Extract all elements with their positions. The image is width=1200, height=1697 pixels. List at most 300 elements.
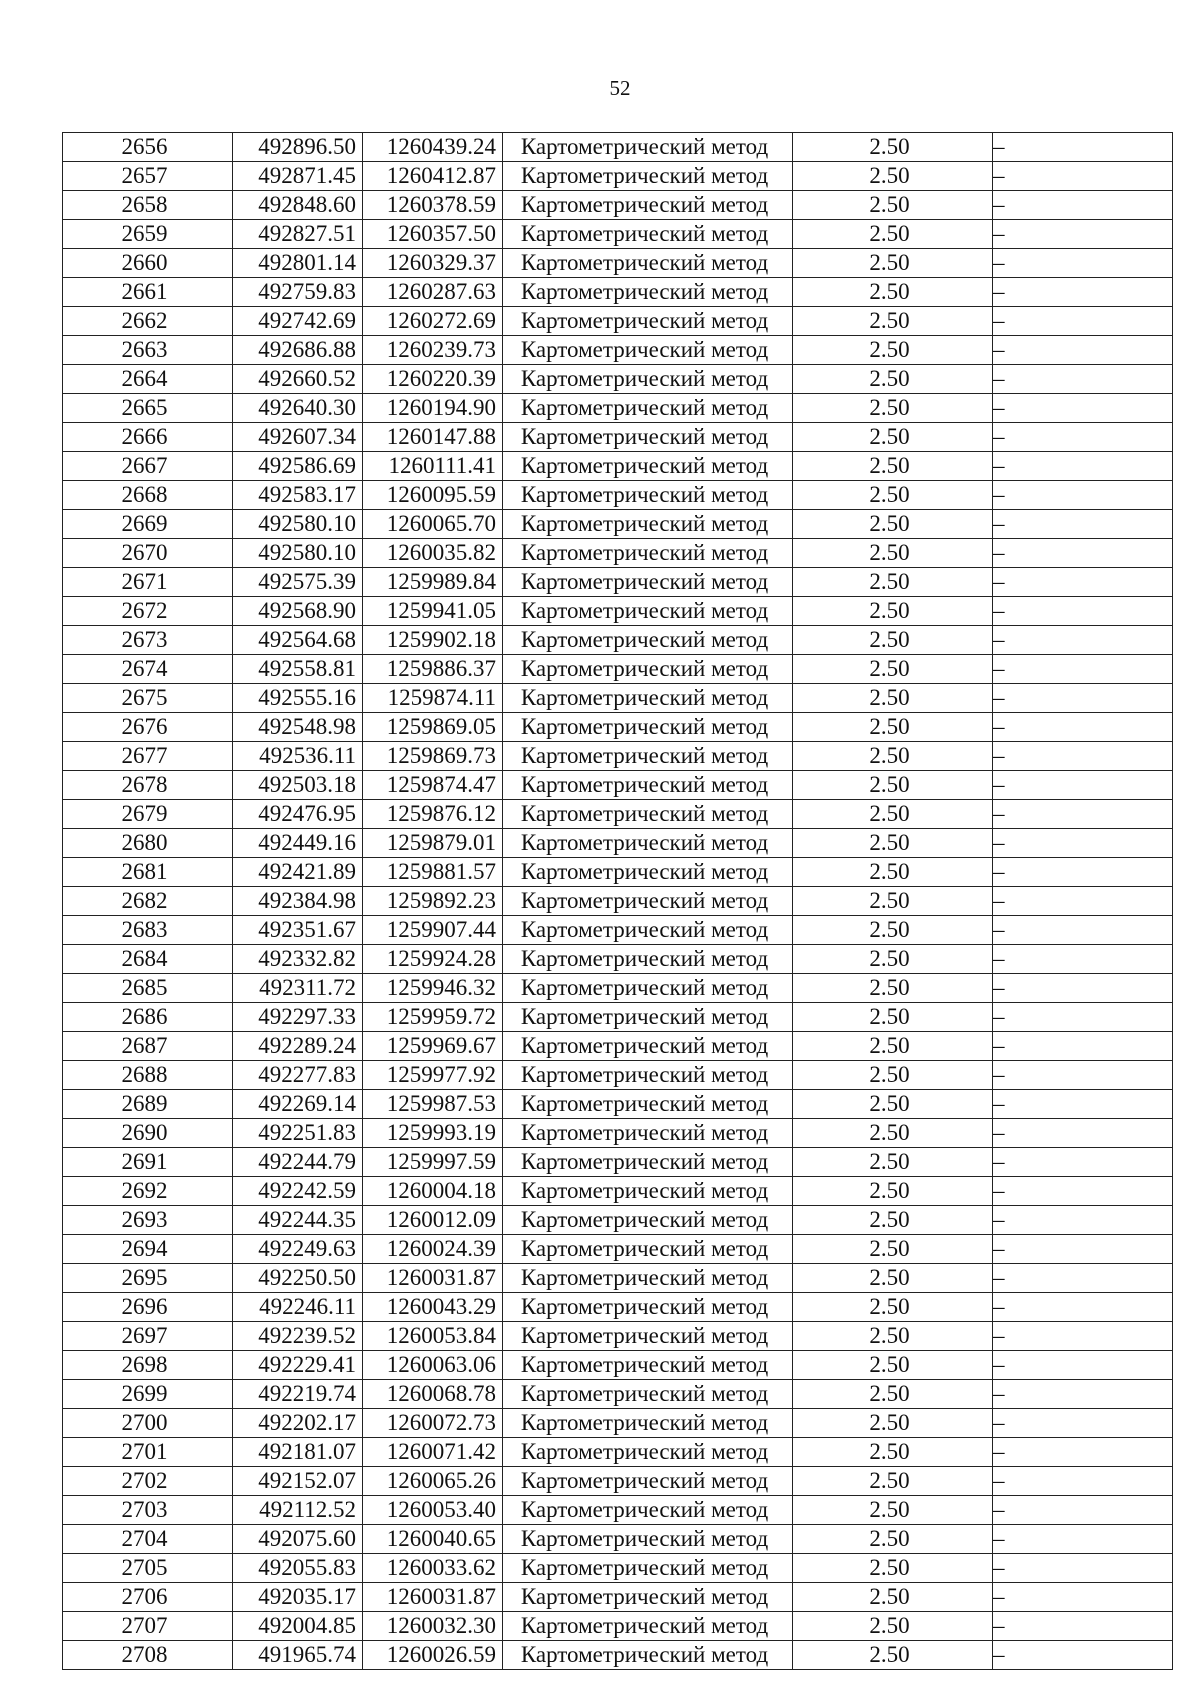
method-cell: Картометрический метод — [503, 829, 793, 858]
method-cell: Картометрический метод — [503, 1293, 793, 1322]
method-cell: Картометрический метод — [503, 452, 793, 481]
x-coordinate-cell: 492801.14 — [233, 249, 363, 278]
x-coordinate-cell: 492827.51 — [233, 220, 363, 249]
x-coordinate-cell: 492152.07 — [233, 1467, 363, 1496]
point-number-cell: 2664 — [63, 365, 233, 394]
note-cell: – — [993, 1235, 1173, 1264]
method-cell: Картометрический метод — [503, 858, 793, 887]
method-cell: Картометрический метод — [503, 1177, 793, 1206]
point-number-cell: 2678 — [63, 771, 233, 800]
point-number-cell: 2659 — [63, 220, 233, 249]
point-number-cell: 2704 — [63, 1525, 233, 1554]
precision-cell: 2.50 — [793, 1525, 993, 1554]
method-cell: Картометрический метод — [503, 1119, 793, 1148]
note-cell: – — [993, 1061, 1173, 1090]
note-cell: – — [993, 1090, 1173, 1119]
y-coordinate-cell: 1259876.12 — [363, 800, 503, 829]
page-number: 52 — [609, 76, 631, 100]
table-row — [63, 1293, 1173, 1322]
table-row — [63, 684, 1173, 713]
precision-cell: 2.50 — [793, 365, 993, 394]
table-row — [63, 887, 1173, 916]
y-coordinate-cell: 1260220.39 — [363, 365, 503, 394]
point-number-cell: 2686 — [63, 1003, 233, 1032]
precision-cell: 2.50 — [793, 771, 993, 800]
y-coordinate-cell: 1260004.18 — [363, 1177, 503, 1206]
y-coordinate-cell: 1259987.53 — [363, 1090, 503, 1119]
y-coordinate-cell: 1259907.44 — [363, 916, 503, 945]
method-cell: Картометрический метод — [503, 945, 793, 974]
y-coordinate-cell: 1259874.11 — [363, 684, 503, 713]
method-cell: Картометрический метод — [503, 336, 793, 365]
point-number-cell: 2660 — [63, 249, 233, 278]
table-row — [63, 1061, 1173, 1090]
note-cell: – — [993, 945, 1173, 974]
point-number-cell: 2693 — [63, 1206, 233, 1235]
table-row — [63, 365, 1173, 394]
method-cell: Картометрический метод — [503, 1090, 793, 1119]
method-cell: Картометрический метод — [503, 1003, 793, 1032]
table-row — [63, 800, 1173, 829]
precision-cell: 2.50 — [793, 1351, 993, 1380]
note-cell: – — [993, 1612, 1173, 1641]
point-number-cell: 2670 — [63, 539, 233, 568]
note-cell: – — [993, 1032, 1173, 1061]
precision-cell: 2.50 — [793, 626, 993, 655]
point-number-cell: 2671 — [63, 568, 233, 597]
table-row — [63, 1496, 1173, 1525]
precision-cell: 2.50 — [793, 1322, 993, 1351]
precision-cell: 2.50 — [793, 1061, 993, 1090]
precision-cell: 2.50 — [793, 1032, 993, 1061]
y-coordinate-cell: 1259924.28 — [363, 945, 503, 974]
table-row — [63, 916, 1173, 945]
method-cell: Картометрический метод — [503, 1235, 793, 1264]
note-cell: – — [993, 307, 1173, 336]
precision-cell: 2.50 — [793, 249, 993, 278]
point-number-cell: 2683 — [63, 916, 233, 945]
x-coordinate-cell: 492660.52 — [233, 365, 363, 394]
precision-cell: 2.50 — [793, 1583, 993, 1612]
method-cell: Картометрический метод — [503, 365, 793, 394]
point-number-cell: 2656 — [63, 133, 233, 162]
x-coordinate-cell: 492555.16 — [233, 684, 363, 713]
point-number-cell: 2676 — [63, 713, 233, 742]
y-coordinate-cell: 1260065.70 — [363, 510, 503, 539]
precision-cell: 2.50 — [793, 713, 993, 742]
precision-cell: 2.50 — [793, 1090, 993, 1119]
method-cell: Картометрический метод — [503, 1612, 793, 1641]
y-coordinate-cell: 1260053.40 — [363, 1496, 503, 1525]
method-cell: Картометрический метод — [503, 1409, 793, 1438]
precision-cell: 2.50 — [793, 394, 993, 423]
method-cell: Картометрический метод — [503, 974, 793, 1003]
table-row — [63, 539, 1173, 568]
table-row — [63, 307, 1173, 336]
precision-cell: 2.50 — [793, 597, 993, 626]
method-cell: Картометрический метод — [503, 394, 793, 423]
precision-cell: 2.50 — [793, 945, 993, 974]
table-row — [63, 249, 1173, 278]
method-cell: Картометрический метод — [503, 1206, 793, 1235]
note-cell: – — [993, 858, 1173, 887]
table-row — [63, 568, 1173, 597]
note-cell: – — [993, 336, 1173, 365]
y-coordinate-cell: 1260072.73 — [363, 1409, 503, 1438]
method-cell: Картометрический метод — [503, 1525, 793, 1554]
note-cell: – — [993, 1525, 1173, 1554]
point-number-cell: 2699 — [63, 1380, 233, 1409]
y-coordinate-cell: 1259959.72 — [363, 1003, 503, 1032]
note-cell: – — [993, 597, 1173, 626]
table-row — [63, 1206, 1173, 1235]
table-row — [63, 1235, 1173, 1264]
table-row — [63, 1583, 1173, 1612]
point-number-cell: 2673 — [63, 626, 233, 655]
y-coordinate-cell: 1259969.67 — [363, 1032, 503, 1061]
note-cell: – — [993, 684, 1173, 713]
method-cell: Картометрический метод — [503, 916, 793, 945]
precision-cell: 2.50 — [793, 1438, 993, 1467]
point-number-cell: 2680 — [63, 829, 233, 858]
precision-cell: 2.50 — [793, 858, 993, 887]
precision-cell: 2.50 — [793, 1264, 993, 1293]
table-row — [63, 1322, 1173, 1351]
note-cell: – — [993, 365, 1173, 394]
x-coordinate-cell: 492229.41 — [233, 1351, 363, 1380]
method-cell: Картометрический метод — [503, 1496, 793, 1525]
note-cell: – — [993, 133, 1173, 162]
x-coordinate-cell: 492848.60 — [233, 191, 363, 220]
x-coordinate-cell: 492558.81 — [233, 655, 363, 684]
table-row — [63, 1177, 1173, 1206]
x-coordinate-cell: 492311.72 — [233, 974, 363, 1003]
point-number-cell: 2672 — [63, 597, 233, 626]
method-cell: Картометрический метод — [503, 684, 793, 713]
x-coordinate-cell: 492239.52 — [233, 1322, 363, 1351]
x-coordinate-cell: 492289.24 — [233, 1032, 363, 1061]
table-row — [63, 945, 1173, 974]
y-coordinate-cell: 1259892.23 — [363, 887, 503, 916]
table-row — [63, 1641, 1173, 1670]
note-cell: – — [993, 887, 1173, 916]
y-coordinate-cell: 1259879.01 — [363, 829, 503, 858]
y-coordinate-cell: 1259989.84 — [363, 568, 503, 597]
y-coordinate-cell: 1260095.59 — [363, 481, 503, 510]
y-coordinate-cell: 1260024.39 — [363, 1235, 503, 1264]
x-coordinate-cell: 492246.11 — [233, 1293, 363, 1322]
precision-cell: 2.50 — [793, 1554, 993, 1583]
note-cell: – — [993, 800, 1173, 829]
precision-cell: 2.50 — [793, 278, 993, 307]
precision-cell: 2.50 — [793, 539, 993, 568]
precision-cell: 2.50 — [793, 1235, 993, 1264]
y-coordinate-cell: 1260032.30 — [363, 1612, 503, 1641]
x-coordinate-cell: 492449.16 — [233, 829, 363, 858]
table-row — [63, 162, 1173, 191]
x-coordinate-cell: 492575.39 — [233, 568, 363, 597]
point-number-cell: 2675 — [63, 684, 233, 713]
precision-cell: 2.50 — [793, 423, 993, 452]
note-cell: – — [993, 481, 1173, 510]
x-coordinate-cell: 492269.14 — [233, 1090, 363, 1119]
precision-cell: 2.50 — [793, 481, 993, 510]
precision-cell: 2.50 — [793, 1119, 993, 1148]
precision-cell: 2.50 — [793, 1641, 993, 1670]
precision-cell: 2.50 — [793, 916, 993, 945]
method-cell: Картометрический метод — [503, 220, 793, 249]
method-cell: Картометрический метод — [503, 133, 793, 162]
point-number-cell: 2694 — [63, 1235, 233, 1264]
note-cell: – — [993, 974, 1173, 1003]
point-number-cell: 2669 — [63, 510, 233, 539]
y-coordinate-cell: 1260068.78 — [363, 1380, 503, 1409]
y-coordinate-cell: 1259977.92 — [363, 1061, 503, 1090]
x-coordinate-cell: 492580.10 — [233, 539, 363, 568]
precision-cell: 2.50 — [793, 1380, 993, 1409]
precision-cell: 2.50 — [793, 742, 993, 771]
point-number-cell: 2667 — [63, 452, 233, 481]
x-coordinate-cell: 492351.67 — [233, 916, 363, 945]
point-number-cell: 2708 — [63, 1641, 233, 1670]
x-coordinate-cell: 492742.69 — [233, 307, 363, 336]
y-coordinate-cell: 1259874.47 — [363, 771, 503, 800]
precision-cell: 2.50 — [793, 1206, 993, 1235]
point-number-cell: 2666 — [63, 423, 233, 452]
table-row — [63, 394, 1173, 423]
method-cell: Картометрический метод — [503, 423, 793, 452]
note-cell: – — [993, 394, 1173, 423]
point-number-cell: 2674 — [63, 655, 233, 684]
method-cell: Картометрический метод — [503, 1554, 793, 1583]
y-coordinate-cell: 1260378.59 — [363, 191, 503, 220]
y-coordinate-cell: 1259869.05 — [363, 713, 503, 742]
method-cell: Картометрический метод — [503, 539, 793, 568]
y-coordinate-cell: 1259997.59 — [363, 1148, 503, 1177]
x-coordinate-cell: 492548.98 — [233, 713, 363, 742]
table-row — [63, 1351, 1173, 1380]
method-cell: Картометрический метод — [503, 307, 793, 336]
y-coordinate-cell: 1260071.42 — [363, 1438, 503, 1467]
x-coordinate-cell: 492244.79 — [233, 1148, 363, 1177]
note-cell: – — [993, 1467, 1173, 1496]
table-row — [63, 423, 1173, 452]
x-coordinate-cell: 492607.34 — [233, 423, 363, 452]
x-coordinate-cell: 492640.30 — [233, 394, 363, 423]
note-cell: – — [993, 1003, 1173, 1032]
precision-cell: 2.50 — [793, 1003, 993, 1032]
precision-cell: 2.50 — [793, 1612, 993, 1641]
method-cell: Картометрический метод — [503, 1032, 793, 1061]
table-row — [63, 829, 1173, 858]
x-coordinate-cell: 492277.83 — [233, 1061, 363, 1090]
x-coordinate-cell: 492242.59 — [233, 1177, 363, 1206]
x-coordinate-cell: 492202.17 — [233, 1409, 363, 1438]
table-row — [63, 713, 1173, 742]
note-cell: – — [993, 220, 1173, 249]
method-cell: Картометрический метод — [503, 1264, 793, 1293]
x-coordinate-cell: 492586.69 — [233, 452, 363, 481]
note-cell: – — [993, 916, 1173, 945]
note-cell: – — [993, 162, 1173, 191]
method-cell: Картометрический метод — [503, 742, 793, 771]
note-cell: – — [993, 626, 1173, 655]
table-row — [63, 742, 1173, 771]
x-coordinate-cell: 492580.10 — [233, 510, 363, 539]
note-cell: – — [993, 1264, 1173, 1293]
method-cell: Картометрический метод — [503, 481, 793, 510]
method-cell: Картометрический метод — [503, 597, 793, 626]
note-cell: – — [993, 1322, 1173, 1351]
method-cell: Картометрический метод — [503, 191, 793, 220]
table-row — [63, 278, 1173, 307]
point-number-cell: 2707 — [63, 1612, 233, 1641]
x-coordinate-cell: 492297.33 — [233, 1003, 363, 1032]
point-number-cell: 2677 — [63, 742, 233, 771]
point-number-cell: 2691 — [63, 1148, 233, 1177]
point-number-cell: 2688 — [63, 1061, 233, 1090]
precision-cell: 2.50 — [793, 307, 993, 336]
note-cell: – — [993, 510, 1173, 539]
point-number-cell: 2679 — [63, 800, 233, 829]
point-number-cell: 2690 — [63, 1119, 233, 1148]
method-cell: Картометрический метод — [503, 655, 793, 684]
note-cell: – — [993, 742, 1173, 771]
y-coordinate-cell: 1260065.26 — [363, 1467, 503, 1496]
table-row — [63, 1467, 1173, 1496]
method-cell: Картометрический метод — [503, 1583, 793, 1612]
precision-cell: 2.50 — [793, 1467, 993, 1496]
table-row — [63, 1003, 1173, 1032]
note-cell: – — [993, 1438, 1173, 1467]
point-number-cell: 2697 — [63, 1322, 233, 1351]
precision-cell: 2.50 — [793, 829, 993, 858]
note-cell: – — [993, 1119, 1173, 1148]
point-number-cell: 2687 — [63, 1032, 233, 1061]
y-coordinate-cell: 1259869.73 — [363, 742, 503, 771]
note-cell: – — [993, 1177, 1173, 1206]
method-cell: Картометрический метод — [503, 249, 793, 278]
x-coordinate-cell: 491965.74 — [233, 1641, 363, 1670]
point-number-cell: 2696 — [63, 1293, 233, 1322]
method-cell: Картометрический метод — [503, 1467, 793, 1496]
note-cell: – — [993, 568, 1173, 597]
table-row — [63, 133, 1173, 162]
table-row — [63, 655, 1173, 684]
x-coordinate-cell: 492503.18 — [233, 771, 363, 800]
x-coordinate-cell: 492250.50 — [233, 1264, 363, 1293]
y-coordinate-cell: 1260063.06 — [363, 1351, 503, 1380]
point-number-cell: 2665 — [63, 394, 233, 423]
point-number-cell: 2702 — [63, 1467, 233, 1496]
note-cell: – — [993, 655, 1173, 684]
y-coordinate-cell: 1260272.69 — [363, 307, 503, 336]
y-coordinate-cell: 1260043.29 — [363, 1293, 503, 1322]
method-cell: Картометрический метод — [503, 1322, 793, 1351]
y-coordinate-cell: 1260147.88 — [363, 423, 503, 452]
x-coordinate-cell: 492112.52 — [233, 1496, 363, 1525]
x-coordinate-cell: 492219.74 — [233, 1380, 363, 1409]
note-cell: – — [993, 1293, 1173, 1322]
table-row — [63, 1438, 1173, 1467]
point-number-cell: 2658 — [63, 191, 233, 220]
method-cell: Картометрический метод — [503, 1380, 793, 1409]
table-row — [63, 626, 1173, 655]
note-cell: – — [993, 1409, 1173, 1438]
precision-cell: 2.50 — [793, 684, 993, 713]
point-number-cell: 2706 — [63, 1583, 233, 1612]
table-row — [63, 1090, 1173, 1119]
table-row — [63, 1119, 1173, 1148]
table-row — [63, 597, 1173, 626]
table-row — [63, 1264, 1173, 1293]
precision-cell: 2.50 — [793, 1409, 993, 1438]
point-number-cell: 2698 — [63, 1351, 233, 1380]
note-cell: – — [993, 713, 1173, 742]
point-number-cell: 2682 — [63, 887, 233, 916]
x-coordinate-cell: 492249.63 — [233, 1235, 363, 1264]
point-number-cell: 2705 — [63, 1554, 233, 1583]
note-cell: – — [993, 1641, 1173, 1670]
table-row — [63, 858, 1173, 887]
precision-cell: 2.50 — [793, 220, 993, 249]
precision-cell: 2.50 — [793, 133, 993, 162]
precision-cell: 2.50 — [793, 887, 993, 916]
note-cell: – — [993, 1554, 1173, 1583]
y-coordinate-cell: 1260026.59 — [363, 1641, 503, 1670]
x-coordinate-cell: 492421.89 — [233, 858, 363, 887]
table-row — [63, 220, 1173, 249]
x-coordinate-cell: 492004.85 — [233, 1612, 363, 1641]
point-number-cell: 2692 — [63, 1177, 233, 1206]
method-cell: Картометрический метод — [503, 626, 793, 655]
y-coordinate-cell: 1259881.57 — [363, 858, 503, 887]
y-coordinate-cell: 1259946.32 — [363, 974, 503, 1003]
note-cell: – — [993, 278, 1173, 307]
x-coordinate-cell: 492251.83 — [233, 1119, 363, 1148]
note-cell: – — [993, 1148, 1173, 1177]
x-coordinate-cell: 492384.98 — [233, 887, 363, 916]
method-cell: Картометрический метод — [503, 713, 793, 742]
precision-cell: 2.50 — [793, 1293, 993, 1322]
precision-cell: 2.50 — [793, 1148, 993, 1177]
precision-cell: 2.50 — [793, 655, 993, 684]
y-coordinate-cell: 1260287.63 — [363, 278, 503, 307]
note-cell: – — [993, 1496, 1173, 1525]
point-number-cell: 2681 — [63, 858, 233, 887]
table-row — [63, 1525, 1173, 1554]
table-row — [63, 1409, 1173, 1438]
method-cell: Картометрический метод — [503, 510, 793, 539]
x-coordinate-cell: 492332.82 — [233, 945, 363, 974]
method-cell: Картометрический метод — [503, 1148, 793, 1177]
y-coordinate-cell: 1260412.87 — [363, 162, 503, 191]
coordinates-table — [62, 132, 1173, 1670]
y-coordinate-cell: 1260035.82 — [363, 539, 503, 568]
table-row — [63, 771, 1173, 800]
method-cell: Картометрический метод — [503, 800, 793, 829]
method-cell: Картометрический метод — [503, 887, 793, 916]
method-cell: Картометрический метод — [503, 278, 793, 307]
y-coordinate-cell: 1259993.19 — [363, 1119, 503, 1148]
precision-cell: 2.50 — [793, 1496, 993, 1525]
y-coordinate-cell: 1260239.73 — [363, 336, 503, 365]
note-cell: – — [993, 1351, 1173, 1380]
y-coordinate-cell: 1260031.87 — [363, 1583, 503, 1612]
method-cell: Картометрический метод — [503, 1061, 793, 1090]
x-coordinate-cell: 492686.88 — [233, 336, 363, 365]
point-number-cell: 2662 — [63, 307, 233, 336]
